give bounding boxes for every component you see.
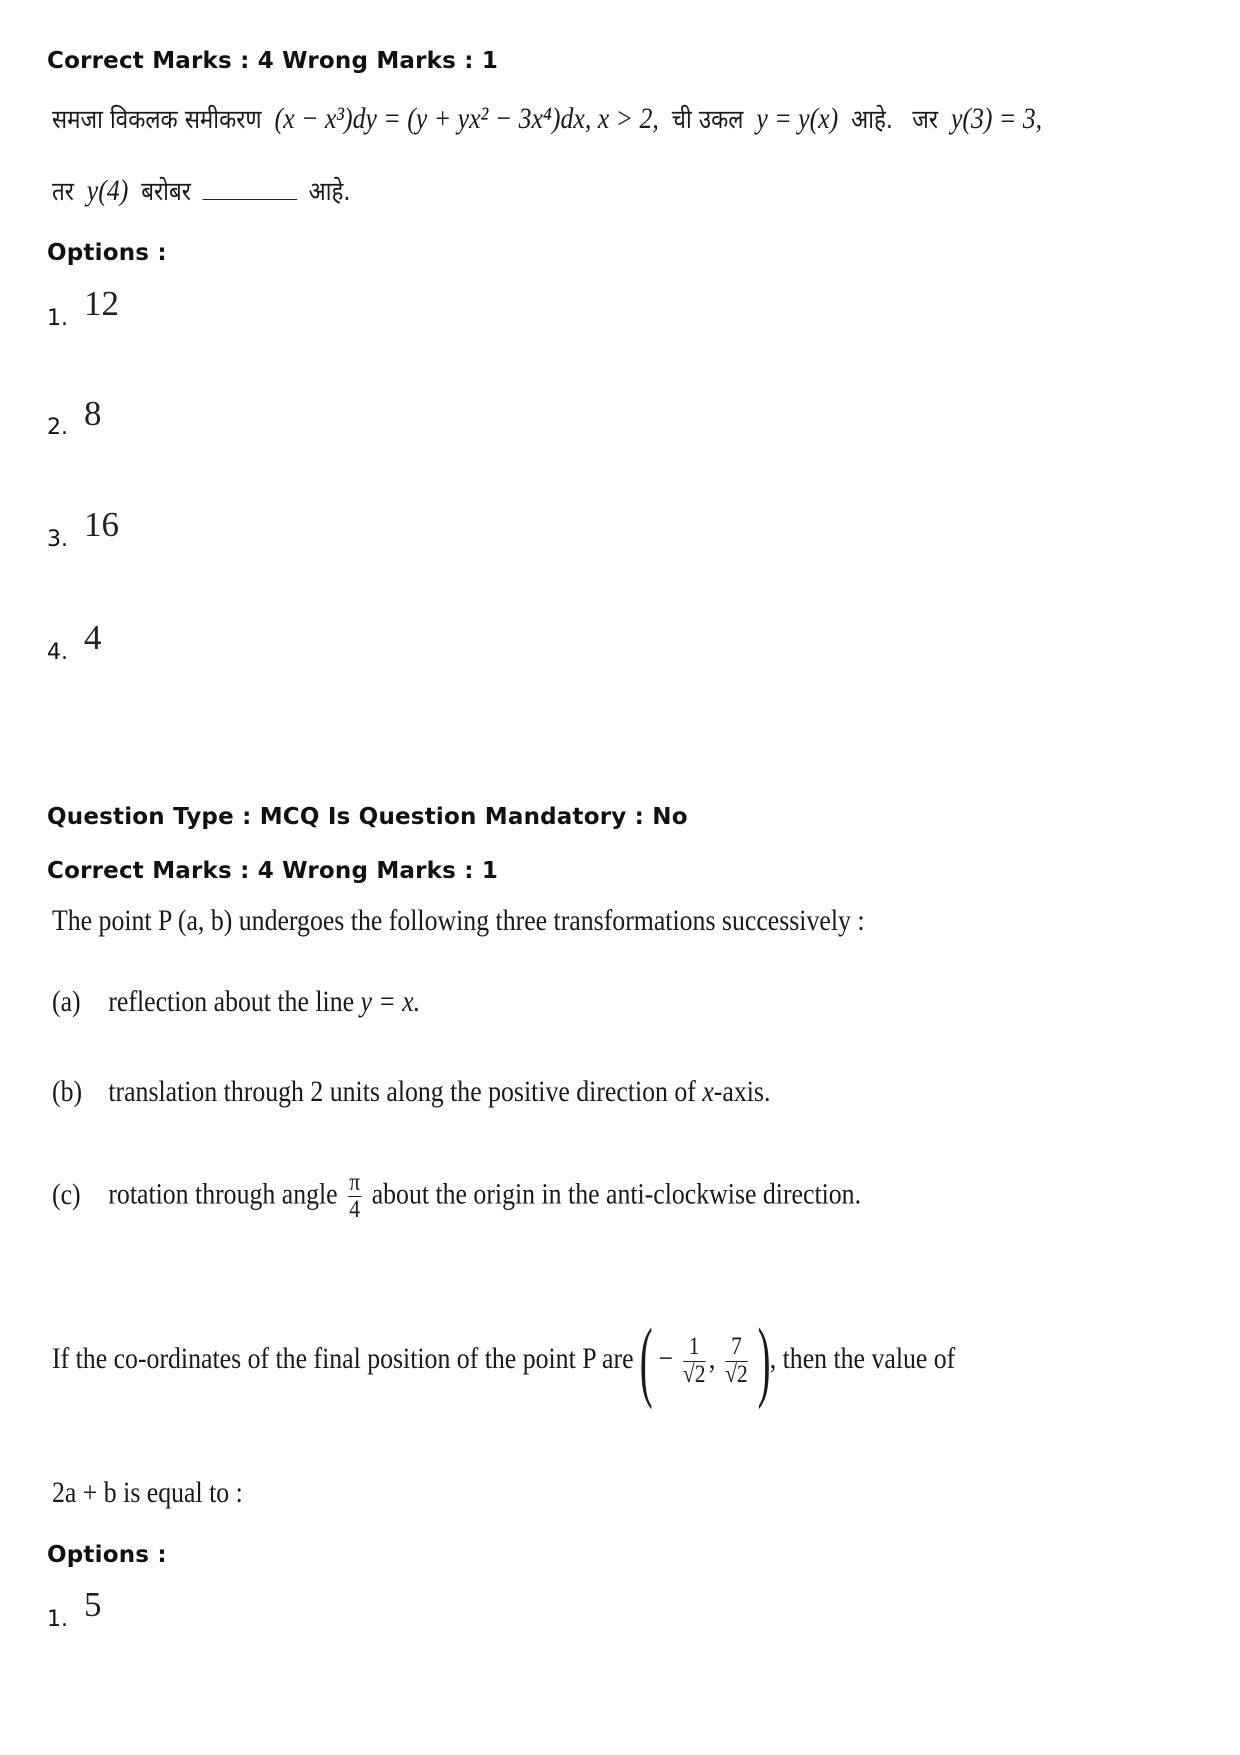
q2-intro: The point P (a, b) undergoes the following three transformations successively : (52, 904, 865, 937)
x-coordinate-fraction: $\frac{1}{√2}$ (682, 1333, 706, 1388)
q1-stem-line-1: समजा विकलक समीकरण (x − x³)dy = (y + yx² − 3x⁴)dx, x > 2, ची उकल y = y(x) आहे. जर y(3) = 3, (52, 102, 1043, 135)
q1-options-label: Options : (47, 240, 167, 266)
q1-option-2-value: 8 (84, 394, 102, 433)
q2-option-1-number: 1. (47, 1607, 68, 1632)
q1-stem-line-2: तर y(4) बरोबर आहे. (52, 174, 351, 207)
q1-option-3-value: 16 (84, 505, 119, 544)
q2-ask: 2a + b is equal to : (52, 1476, 243, 1509)
q1-option-4-value: 4 (84, 618, 102, 657)
q1-option-2-number: 2. (47, 415, 68, 440)
angle-fraction: $\frac{\pi}{4}$ (349, 1169, 361, 1224)
q2-marks: Correct Marks : 4 Wrong Marks : 1 (47, 858, 499, 884)
q1-option-1-value: 12 (84, 284, 119, 323)
q2-item-c: (c) rotation through angle $\frac{\pi}{4}$ about the origin in the anti-clockwise direction. (52, 1169, 862, 1224)
q2-option-1-value: 5 (84, 1585, 102, 1624)
q2-options-label: Options : (47, 1542, 167, 1568)
q1-option-1-number: 1. (47, 306, 68, 331)
q1-option-3-number: 3. (47, 527, 68, 552)
q2-item-b: (b) translation through 2 units along the positive direction of x-axis. (52, 1075, 771, 1108)
q1-option-4-number: 4. (47, 640, 68, 665)
answer-blank (202, 198, 297, 200)
y-coordinate-fraction: $\frac{7}{√2}$ (725, 1333, 748, 1388)
q2-item-a: (a) reflection about the line y = x. (52, 985, 421, 1018)
q1-marks: Correct Marks : 4 Wrong Marks : 1 (47, 48, 499, 74)
q2-final-position: If the co-ordinates of the final position of the point P are ( − $\frac{1}{√2}$ , $\frac{7}{√2}$ ), then the value of (52, 1311, 956, 1410)
q2-type-line: Question Type : MCQ Is Question Mandatory : No (47, 804, 688, 830)
